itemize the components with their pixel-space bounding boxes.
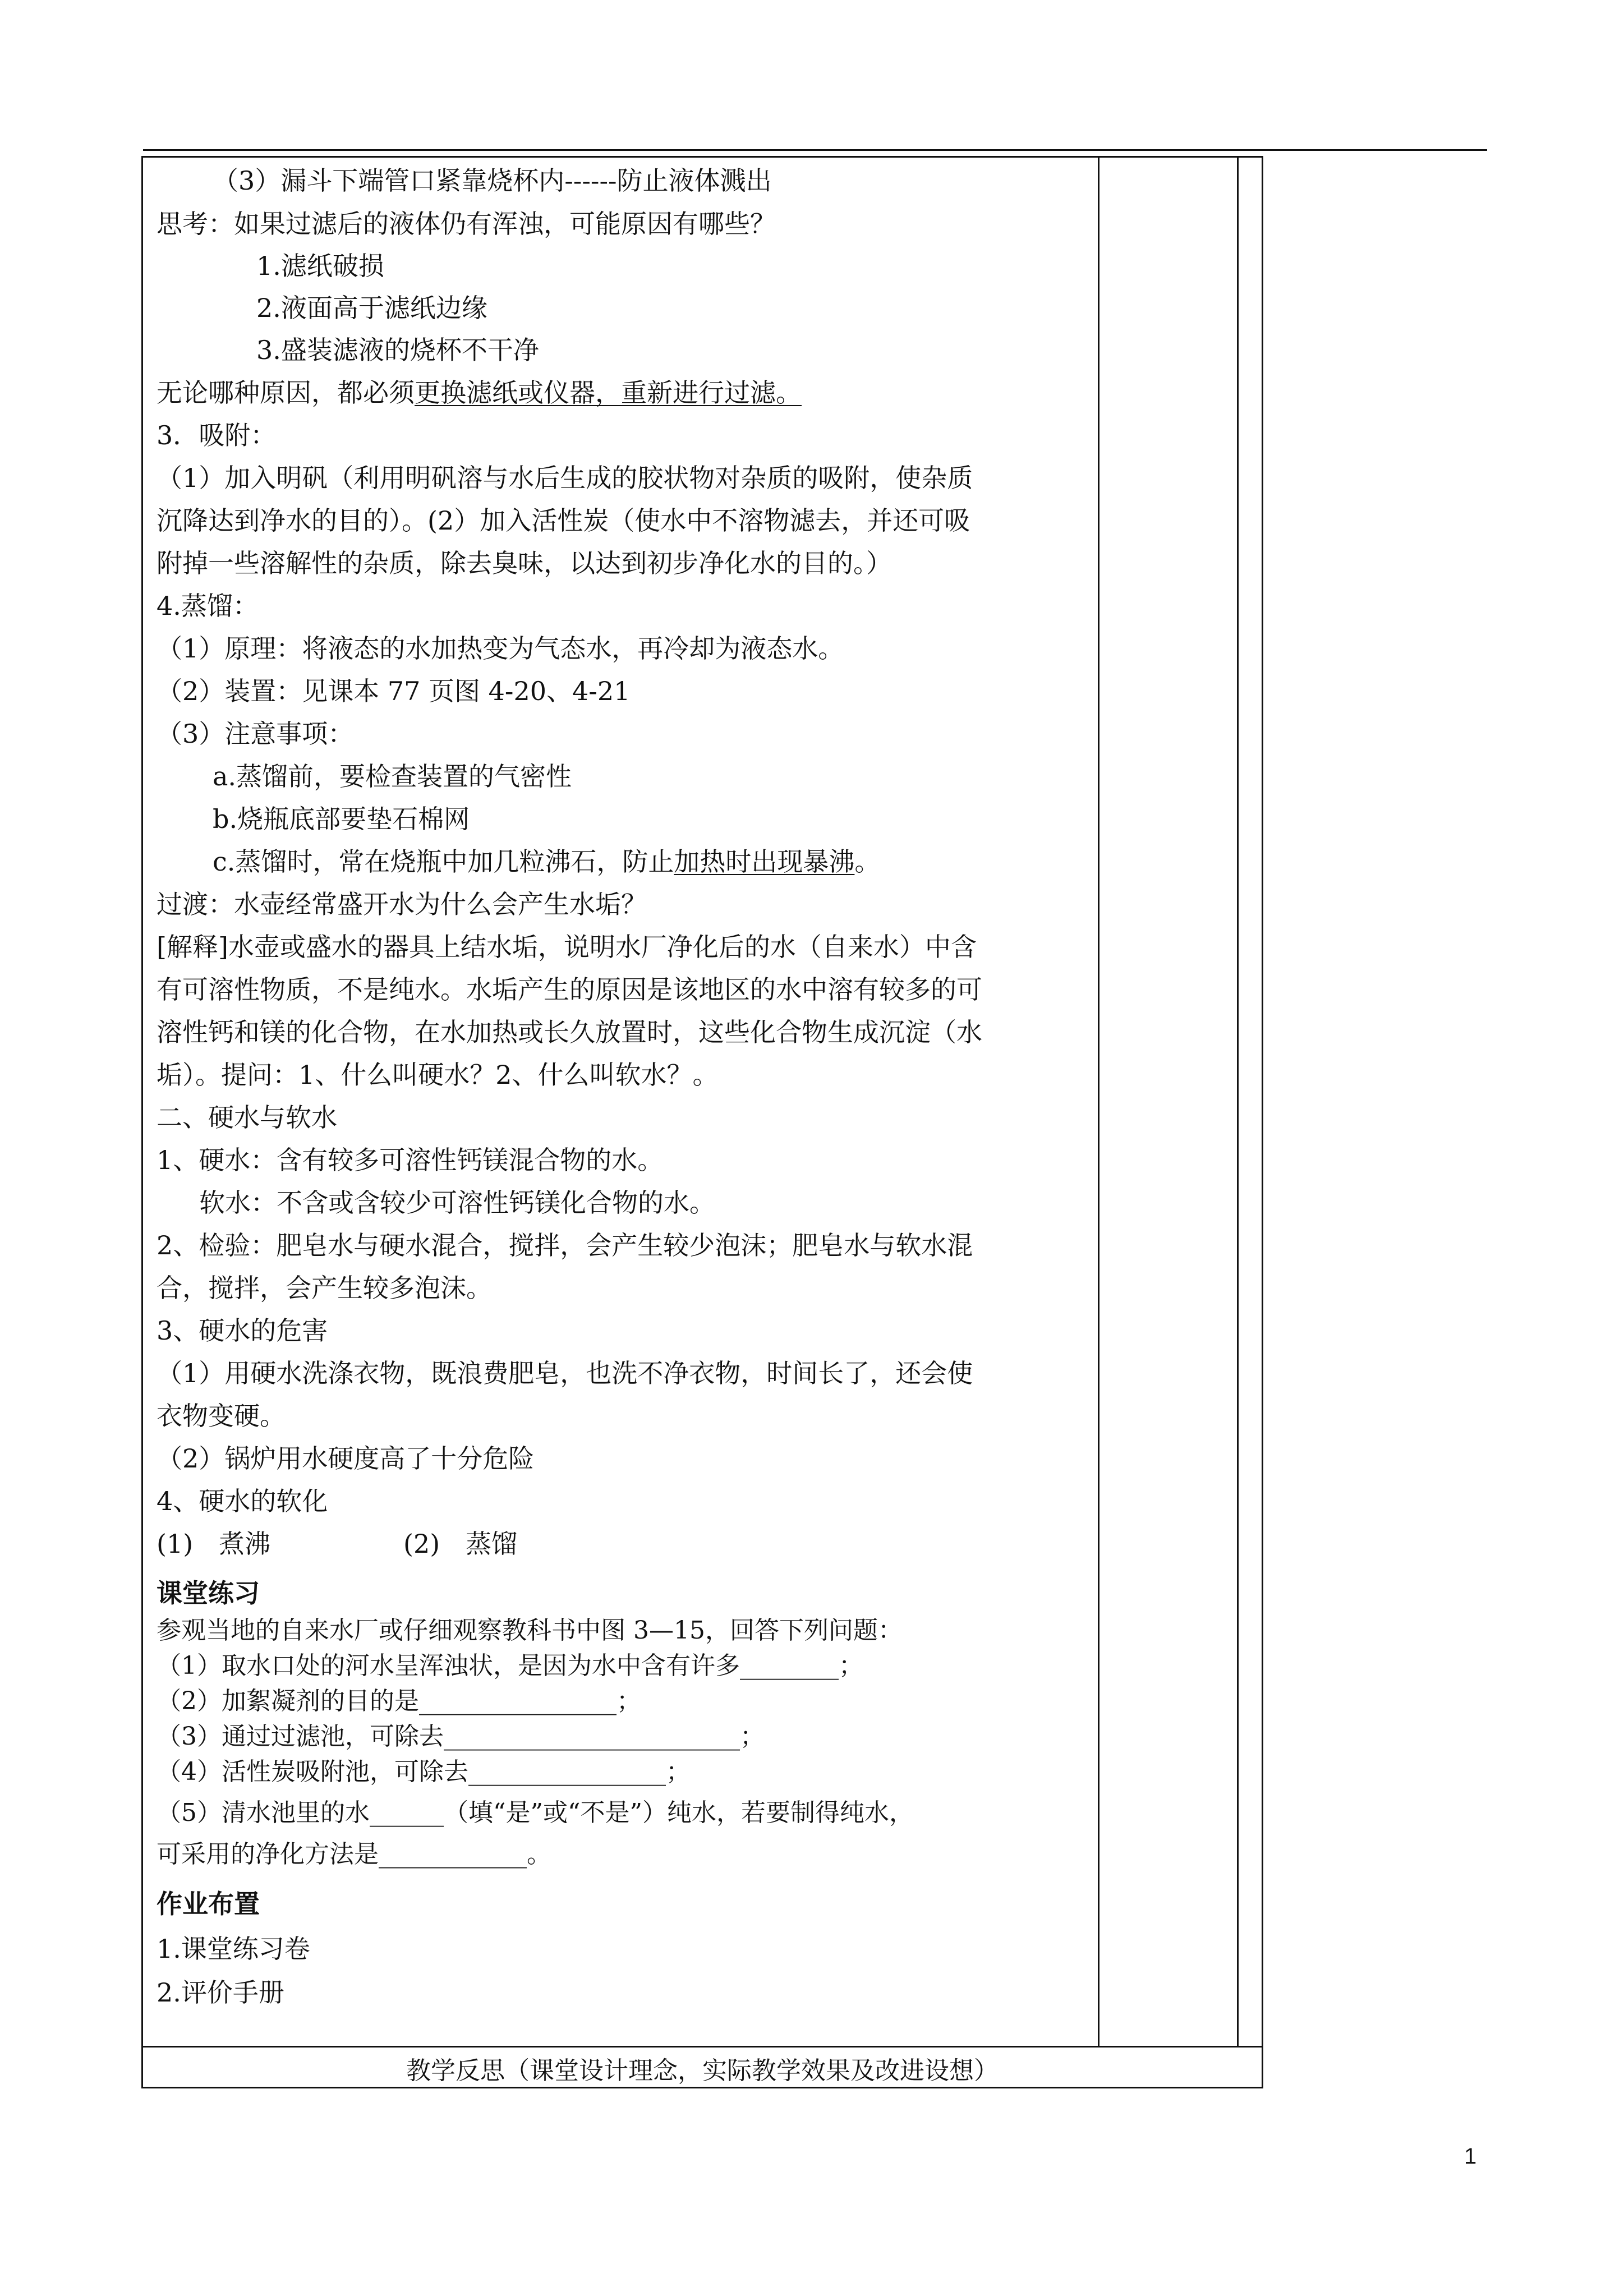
exercise-q3: （3）通过过滤池，可除去________________________； xyxy=(157,1722,765,1751)
exercise-q5b: 可采用的净化方法是____________。 xyxy=(157,1840,551,1869)
note-c xyxy=(213,846,881,877)
row-divider xyxy=(143,2046,1262,2047)
section-distillation: 4.蒸馏： xyxy=(157,591,259,621)
adsorption-text-3: 附掉一些溶解性的杂质，除去臭味，以达到初步净化水的目的。） xyxy=(157,548,892,578)
soft-water-definition: 软水：不含或含较少可溶性钙镁化合物的水。 xyxy=(199,1188,715,1218)
explanation-2: 有可溶性物质，不是纯水。水垢产生的原因是该地区的水中溶有较多的可 xyxy=(157,974,982,1005)
exercise-intro: 参观当地的自来水厂或仔细观察教科书中图 3—15，回答下列问题： xyxy=(157,1616,903,1645)
note-b: b.烧瓶底部要垫石棉网 xyxy=(213,804,470,834)
exercise-q1: （1）取水口处的河水呈浑浊状，是因为水中含有许多________； xyxy=(157,1651,863,1680)
conclusion-text: 无论哪种原因，都必须 xyxy=(157,378,415,408)
hard-water-definition: 1、硬水：含有较多可溶性钙镁混合物的水。 xyxy=(157,1145,664,1175)
header-rule xyxy=(143,149,1487,151)
test-method-1: 2、检验：肥皂水与硬水混合，搅拌，会产生较少泡沫；肥皂水与软水混 xyxy=(157,1230,973,1260)
distillation-principle: （1）原理：将液态的水加热变为气态水，再冷却为液态水。 xyxy=(157,633,844,664)
note-c-end: 。 xyxy=(854,846,881,877)
teaching-reflection-header: 教学反思（课堂设计理念，实际教学效果及改进设想） xyxy=(406,2056,999,2085)
hard-water-hazards: 3、硬水的危害 xyxy=(157,1315,328,1346)
adsorption-text-1: （1）加入明矾（利用明矾溶与水后生成的胶状物对杂质的吸附，使杂质 xyxy=(157,463,973,493)
exercise-q4: （4）活性炭吸附池，可除去________________； xyxy=(157,1757,691,1786)
explanation-4: 垢）。提问：1、什么叫硬水？2、什么叫软水？。 xyxy=(157,1060,719,1090)
conclusion-line xyxy=(157,380,802,406)
homework-1: 1.课堂练习卷 xyxy=(157,1934,310,1964)
section-adsorption: 3．吸附： xyxy=(157,420,277,450)
heading-homework: 作业布置 xyxy=(157,1889,260,1919)
softening-distillation: (2) 蒸馏 xyxy=(403,1529,518,1559)
softening-boiling: (1) 煮沸 xyxy=(157,1529,271,1559)
adsorption-text-2: 沉降达到净水的目的）。(2）加入活性炭（使水中不溶物滤去，并还可吸 xyxy=(157,505,970,536)
section-hard-soft-water: 二、硬水与软水 xyxy=(157,1102,337,1133)
note-c-underlined: 加热时出现暴沸 xyxy=(674,846,855,877)
note-a: a.蒸馏前，要检查装置的气密性 xyxy=(213,761,572,792)
distillation-apparatus: （2）装置：见课本 77 页图 4-20、4-21 xyxy=(157,676,631,706)
conclusion-underlined: 更换滤纸或仪器，重新进行过滤。 xyxy=(415,378,802,408)
filtration-note-3: （3）漏斗下端管口紧靠烧杯内------防止液体溅出 xyxy=(213,165,772,196)
reason-2: 2.液面高于滤纸边缘 xyxy=(256,293,487,323)
lesson-plan-table xyxy=(141,156,1263,2088)
page-number: 1 xyxy=(1464,2144,1477,2169)
heading-class-exercise: 课堂练习 xyxy=(157,1578,260,1608)
hazard-1b: 衣物变硬。 xyxy=(157,1401,286,1431)
exercise-q5a: （5）清水池里的水______（填“是”或“不是”）纯水，若要制得纯水， xyxy=(157,1798,914,1827)
explanation-1: [解释]水壶或盛水的器具上结水垢，说明水厂净化后的水（自来水）中含 xyxy=(157,932,977,962)
exercise-q2: （2）加絮凝剂的目的是________________； xyxy=(157,1687,641,1715)
reason-3: 3.盛装滤液的烧杯不干净 xyxy=(256,335,539,365)
explanation-3: 溶性钙和镁的化合物，在水加热或长久放置时，这些化合物生成沉淀（水 xyxy=(157,1017,982,1047)
column-divider-main xyxy=(1098,158,1099,2046)
hazard-1a: （1）用硬水洗涤衣物，既浪费肥皂，也洗不净衣物，时间长了，还会使 xyxy=(157,1358,973,1388)
note-c-text: c.蒸馏时，常在烧瓶中加几粒沸石，防止 xyxy=(213,846,674,877)
think-question: 思考：如果过滤后的液体仍有浑浊，可能原因有哪些？ xyxy=(157,209,776,239)
test-method-2: 合，搅拌，会产生较多泡沫。 xyxy=(157,1273,492,1303)
distillation-notes: （3）注意事项： xyxy=(157,719,354,749)
reason-1: 1.滤纸破损 xyxy=(256,251,384,281)
homework-2: 2.评价手册 xyxy=(157,1977,284,2008)
hazard-2: （2）锅炉用水硬度高了十分危险 xyxy=(157,1443,535,1474)
transition-question: 过渡：水壶经常盛开水为什么会产生水垢？ xyxy=(157,889,647,919)
water-softening: 4、硬水的软化 xyxy=(157,1486,328,1516)
column-divider-right xyxy=(1237,158,1239,2046)
